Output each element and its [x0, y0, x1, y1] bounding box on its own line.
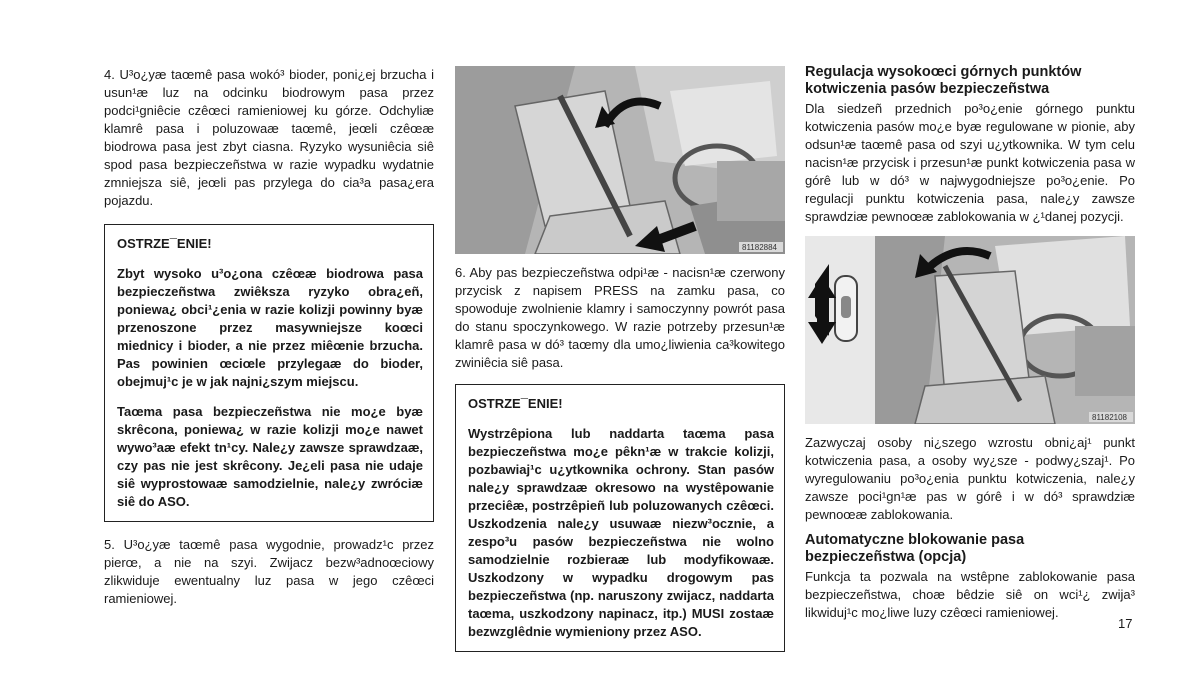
section-heading: Regulacja wysokoœci górnych punktów kotwiczenia pasów bezpieczeñstwa — [805, 64, 1082, 97]
column-left — [104, 66, 434, 608]
figure-code: 81182884 — [742, 243, 777, 252]
warning-title: OSTRZE¯ENIE! — [468, 396, 563, 411]
car-interior-drawing — [455, 66, 785, 254]
body-paragraph: Funkcja ta pozwala na wstêpne zablokowanie pasa bezpieczeñstwa, choæ bêdzie siê on wci¹¿ zwija³ likwiduj¹c mo¿liwe luzy czêœci ramieniowej. — [805, 569, 1135, 620]
buckle-release-illustration — [455, 66, 785, 254]
step-5-text: 5. U³o¿yæ taœmê pasa wygodnie, prowadz¹c przez pierœ, a nie na szyi. Zwijacz bezw³adnoœciowy zlikwiduje ewentualny luz pasa w jego czêœci ramieniowej. — [104, 537, 434, 606]
car-interior-drawing — [805, 236, 1135, 424]
step-4-text: 4. U³o¿yæ taœmê pasa wokó³ bioder, poni¿ej brzucha i usun¹æ luz na odcinku biodrowym pasa przez podci¹gniêcie czêœci ramieniowej ku górze. Odchyliæ klamrê pasa i poluzowaæ taœmê, jeœli czêœæ biodrowa pasa jest zbyt ciasna. Ryzyko wysuniêcia siê spod pasa bezpieczeñstwa w razie wypadku wydatnie zmniejsza siê, jeœli pas przylega do cia³a pasa¿era pojazdu. — [104, 67, 434, 208]
warning-paragraph: Zbyt wysoko u³o¿ona czêœæ biodrowa pasa bezpieczeñstwa zwiêksza ryzyko obra¿eñ, poniewa¿ obci¹¿enia w razie kolizji powinny byæ przenoszone przez masywniejsze koœci miednicy i bioder, a nie przez miêœnie brzucha. Pas powinien œciœle przylegaæ do bioder, obejmuj¹c je w jak najni¿szym miejscu. — [117, 266, 423, 389]
page-number: 17 — [1118, 616, 1133, 631]
warning-box-hip — [104, 224, 434, 522]
column-right — [805, 64, 1135, 622]
warning-box-damage — [455, 384, 785, 652]
figure-code: 81182108 — [1092, 413, 1127, 422]
anchor-adjust-illustration — [805, 236, 1135, 424]
section-heading: Automatyczne blokowanie pasa bezpieczeñstwa (opcja) — [805, 532, 1025, 565]
step-6-text: 6. Aby pas bezpieczeñstwa odpi¹æ - nacisn¹æ czerwony przycisk z napisem PRESS na zamku pasa, co spowoduje zwolnienie klamry i samoczynny powrót pasa do stanu spoczynkowego. W razie potrzeby przesun¹æ klamrê pasa w dó³ taœmy dla umo¿liwienia ca³kowitego zwiniêcia siê pasa. — [455, 265, 785, 370]
column-middle — [455, 66, 785, 652]
warning-title: OSTRZE¯ENIE! — [117, 236, 212, 251]
warning-paragraph: Taœma pasa bezpieczeñstwa nie mo¿e byæ skrêcona, poniewa¿ w razie kolizji mo¿e nawet wywo³aæ efekt tn¹cy. Nale¿y zawsze sprawdzaæ, czy pas nie jest skrêcony. Je¿eli pasa nie udaje siê wyprostowaæ samodzielnie, nale¿y zwróciæ siê do ASO. — [117, 404, 423, 509]
warning-paragraph: Wystrzêpiona lub naddarta taœma pasa bezpieczeñstwa mo¿e pêkn¹æ w trakcie kolizji, pozbawiaj¹c u¿ytkownika ochrony. Stan pasów nale¿y sprawdzaæ okresowo na wystêpowanie przeciêæ, postrzêpieñ lub poluzowanych czêœci. Uszkodzenia nale¿y usuwaæ niezw³ocznie, a zespo³u pasów bezpieczeñstwa nie wolno samodzielnie rozbieraæ lub modyfikowaæ. Uszkodzony w wypadku drogowym pas bezpieczeñstwa (np. naruszony zwijacz, naddarta taœma, uszkodzony napinacz, itp.) MUSI zostaæ bezwzglêdnie wymieniony przez ASO. — [468, 426, 774, 639]
body-paragraph: Zazwyczaj osoby ni¿szego wzrostu obni¿aj¹ punkt kotwiczenia pasa, a osoby wy¿sze - podwy¿szaj¹. Po wyregulowaniu po³o¿enia punktu kotwiczenia, nale¿y zawsze poci¹gn¹æ pas w górê i w dó³ sprawdziæ pewnoœæ zablokowania. — [805, 435, 1135, 522]
body-paragraph: Dla siedzeñ przednich po³o¿enie górnego punktu kotwiczenia pasów mo¿e byæ regulowane w pionie, aby odsun¹æ taœmê pasa od szyi u¿ytkownika. W tym celu nacisn¹æ przycisk i przesun¹æ punkt kotwiczenia pasa w górê lub w dó³ w najwygodniejsze po³o¿enie. Po regulacji punktu kotwiczenia pasa, nale¿y zawsze sprawdziæ pewnoœæ zablokowania w ¿¹danej pozycji. — [805, 101, 1135, 224]
